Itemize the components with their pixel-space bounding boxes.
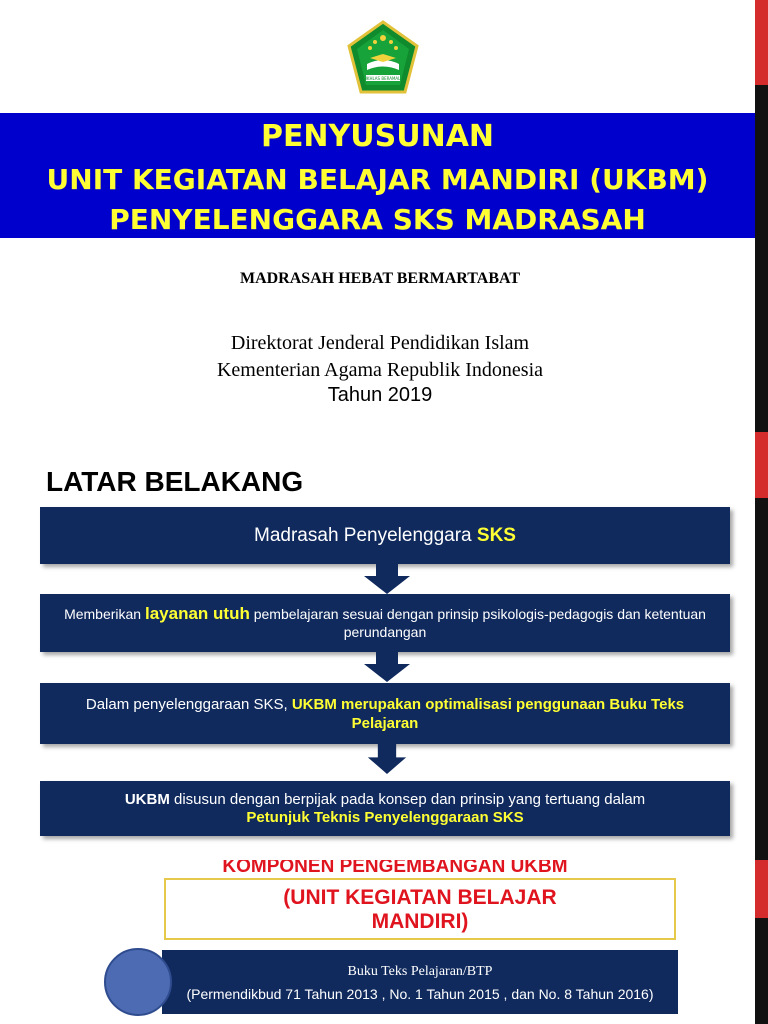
edge-red-segment [755, 0, 768, 85]
btp-box [162, 950, 678, 1014]
down-arrow-icon [364, 744, 410, 774]
bullet-circle [104, 948, 172, 1016]
down-arrow-icon [364, 652, 410, 682]
flow-box-4-highlight: Petunjuk Teknis Penyelenggaraan SKS [246, 808, 524, 826]
title-line-1: PENYUSUNAN [260, 119, 495, 154]
flow-box-4-bold: UKBM [124, 790, 170, 808]
motto: MADRASAH HEBAT BERMARTABAT [239, 270, 521, 287]
flow-box-2-post: pembelajaran sesuai dengan prinsip psikologis-pedagogis dan ketentuan perundangan [249, 606, 706, 640]
slide-edge-strip [755, 0, 768, 1024]
flow-box-1-text [254, 525, 516, 547]
unit-box-line-2: MANDIRI) [371, 910, 469, 933]
directorate-line-2: Kementerian Agama Republik Indonesia [216, 359, 543, 381]
flow-box-3-text [52, 695, 718, 733]
flow-box-1-label: Madrasah Penyelenggara [254, 524, 477, 546]
flow-box-ukbm-disusun [40, 781, 730, 836]
unit-box-line-1: (UNIT KEGIATAN BELAJAR [283, 886, 557, 909]
year-label: Tahun 2019 [327, 384, 433, 406]
flow-box-1-highlight: SKS [476, 524, 516, 546]
directorate-line-1: Direktorat Jenderal Pendidikan Islam [230, 332, 530, 354]
flow-box-2-pre: Memberikan [64, 606, 145, 622]
section-heading: LATAR BELAKANG [46, 466, 304, 497]
flow-box-4-line-1 [125, 791, 645, 809]
title-band [0, 113, 755, 238]
btp-regulations: (Permendikbud 71 Tahun 2013 , No. 1 Tahun 2015 , dan No. 8 Tahun 2016) [186, 986, 654, 1002]
flow-box-layanan [40, 594, 730, 652]
flow-box-3-highlight: UKBM merupakan optimalisasi penggunaan Buku Teks Pelajaran [291, 695, 685, 732]
edge-red-segment [755, 860, 768, 918]
down-arrow-icon [364, 564, 410, 594]
btp-title: Buku Teks Pelajaran/BTP [347, 964, 493, 979]
unit-kegiatan-box [164, 878, 676, 940]
title-line-3: PENYELENGGARA SKS MADRASAH [109, 203, 646, 236]
directorate-block [0, 330, 760, 384]
flow-box-2-highlight: layanan utuh [144, 604, 250, 623]
title-line-2: UNIT KEGIATAN BELAJAR MANDIRI (UKBM) [46, 163, 709, 196]
edge-red-segment [755, 432, 768, 498]
flow-box-ukbm-optimalisasi [40, 683, 730, 744]
kemenag-emblem-icon [346, 20, 420, 96]
svg-text:IKHLAS BERAMAL: IKHLAS BERAMAL [365, 76, 401, 81]
flow-box-madrasah [40, 507, 730, 564]
flow-box-2-text [52, 605, 718, 641]
komponen-heading: KOMPONEN PENGEMBANGAN UKBM [222, 860, 568, 876]
flow-box-4-post: disusun dengan berpijak pada konsep dan prinsip yang tertuang dalam [169, 790, 646, 808]
flow-box-3-pre: Dalam penyelenggaraan SKS, [85, 695, 292, 713]
